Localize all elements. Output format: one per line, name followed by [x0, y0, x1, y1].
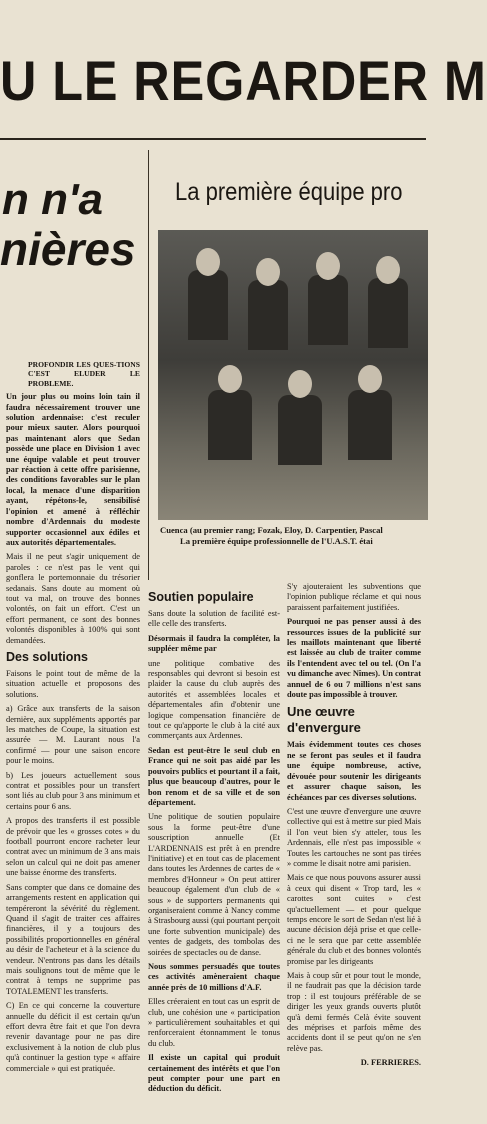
rule-divider: [0, 138, 426, 140]
paragraph: Mais il ne peut s'agir uniquement de paroles : ce n'est pas le vent qui gonflera le portemonnaie du trésorier sedanais. Sans doute au moment où tout va mal, on trouve des bonnes volontés, on fait un effort. C'est un effort permanent, ce sont des bonnes volontés disponibles à 100% qui sont demandées.: [6, 552, 140, 645]
paragraph: Sans doute la solution de facilité est-elle celle des transferts.: [148, 609, 280, 629]
section-heading: d'envergure: [287, 720, 361, 736]
photo-caption-line1: Cuenca (au premier rang; Fozak, Eloy, D. Carpentier, Pascal: [160, 525, 383, 535]
photo-caption: [160, 525, 426, 547]
section-heading: Une œuvre: [287, 704, 355, 720]
article-column-2: [148, 590, 280, 1099]
paragraph: Faisons le point tout de même de la situation actuelle et proposons des solutions.: [6, 668, 140, 699]
paragraph: Mais à coup sûr et pour tout le monde, il ne faudrait pas que la décision tarde trop : il est toujours préférable de se diriger les yeux grands ouverts plutôt qu'à demi fermés Celà évite souvent des méprises et parfois même des accidents dont il se peut qu'on ne s'en relève pas.: [287, 971, 421, 1053]
article-column-1: [6, 360, 140, 1078]
paragraph: Mais évidemment toutes ces choses ne se feront pas seules et il faudra une équipe nombreuse, active, dévouée pour soutenir les dirigeants et assurer chaque saison, les échéances par ces diverses solutions.: [287, 740, 421, 802]
paragraph: b) Les joueurs actuellement sous contrat et possibles pour un transfert sont liés au club pour 3 ans minimum et certains pour 6 ans.: [6, 770, 140, 811]
paragraph: Il existe un capital qui produit certainement des intérêts et que l'on peut compter pour une part en déduction du déficit.: [148, 1053, 280, 1094]
paragraph: A propos des transferts il est possible de prévoir que les « grosses cotes » du football pourront encore racheter leur contrat avec un minimum de 3 ans mais selon un calcul qui ne doit pas amener une baisse énorme des transferts.: [6, 816, 140, 878]
photo-caption-line2: La première équipe professionnelle de l'U.A.S.T. étai: [180, 536, 373, 546]
team-photo: [158, 230, 428, 520]
paragraph: Pourquoi ne pas penser aussi à des ressources issues de la publicité sur les maillots maintenant que liberté est laissée au club de traiter comme ils l'entendent avec tel ou tel. (On l'a vu dimanche avec Nîmes). Un contrat annuel de 6 ou 7 millions n'est sans doute pas impossible à trouver.: [287, 617, 421, 700]
byline: D. FERRIERES.: [360, 1058, 421, 1068]
paragraph: Sedan est peut-être le seul club en France qui ne soit pas aidé par les pouvoirs publics et pourtant il a fait, plus que beaucoup d'autres, pour le bon renom et de sa ville et de son département.: [148, 745, 280, 807]
paragraph: Une politique de soutien populaire sous la forme peut-être d'une souscription annuelle (Et L'ARDENNAIS est prêt à en prendre l'initiative) et en tout cas de placement dans toutes les Ardennes de cartes de « membres d'Honneur » On peut attirer beaucoup également d'un club de « sous » de supporters permanents qui organiseraient comme à Nancy comme à Strasbourg aussi (qui pourtant perçoit une forte subvention municipale) des ventes de gadgets, des tombolas des soirées de spectacles ou de danse.: [148, 812, 280, 957]
left-title-line1: n n'a: [2, 175, 103, 224]
paragraph: Un jour plus ou moins loin tain il faudra nécessairement trouver une solution ardennaise: c'est reculer pour mieux sauter. Alors pourquoi pas maintenant alors que Sedan possède une place en Division 1 avec une équipe valable et peut trouver par réaction à cette offre parisienne, des conditions favorables sur le plan local, la menace d'une disparition ayant, répétons-le, sensibilisé l'opinion et amené à réfléchir nombre d'Ardennais du modeste supporter occasionnel aux édiles et aux autorités départementales.: [6, 392, 140, 547]
paragraph: a) Grâce aux transferts de la saison dernière, aux suppléments apportés par les matches de Coupe, la situation est assurée — M. Laurant nous l'a confirmé — pour une saison encore pour le moins.: [6, 704, 140, 766]
paragraph: Nous sommes persuadés que toutes ces activités amèneraient chaque année près de 10 millions d'A.F.: [148, 962, 280, 992]
headline: U LE REGARDER M: [0, 49, 487, 112]
article-column-3: [287, 582, 421, 1073]
section-heading: Soutien populaire: [148, 590, 254, 604]
paragraph: Sans compter que dans ce domaine des arrangements restent en application qui tempéreront la sévérité du règlement. Quand il s'agit de traiter ces affaires financières, il y a toujours des possibilités proportionnelles en général au désir de l'acheteur et à la science du vendeur. N'entrons pas dans les détails mais soulignons tout de même que le contrat à temps ne supprime pas TOTALEMENT les transferts.: [6, 882, 140, 996]
paragraph: Mais ce que nous pouvons assurer aussi à ceux qui disent « Trop tard, les « carottes sont cuites » c'est qu'actuellement — et pour quelque temps encore le sort de Sedan n'est lié à aucune décision déjà prise et que celle-ci ne le sera que par cette assemblée générale du club et des bonnes volontés promise par les dirigeants: [287, 873, 421, 966]
intro-caps: PROFONDIR LES QUES-TIONS C'EST ELUDER LE PROBLEME.: [28, 360, 140, 388]
paragraph: une politique combative des responsables qui devront si besoin est plaider la cause du club auprès des autorités et assemblées locales et départementales afin d'obtenir une logique compensation financière de tout ce qu'apporte le club à la cité aux commerçants aux Ardennes.: [148, 658, 280, 741]
left-title-line2: nières: [0, 223, 136, 275]
paragraph: Elles créeraient en tout cas un esprit de club, une cohésion une « participation » particulièrement souhaitables et qui renforceraient étonnamment le tonus du club.: [148, 997, 280, 1048]
section-heading: Des solutions: [6, 649, 88, 664]
paragraph: C) En ce qui concerne la couverture annuelle du déficit il est certain qu'un effort devra être fait et que l'on devra revenir davantage pour ne pas dire exclusivement à la notion de club plus qu'à continuer la gestion type « affaire commerciale » qui est pratiquée.: [6, 1001, 140, 1073]
paragraph: Désormais il faudra la compléter, la suppléer même par: [148, 633, 280, 654]
box-title: La première équipe pro: [175, 178, 403, 206]
paragraph: C'est une œuvre d'envergure une œuvre collective qui est à mettre sur pied Mais il l'on veut bien s'y atteler, tous les Ardennais, elle n'est pas impossible « Toutes les cartouches ne sont pas tirées » comme le disait notre ami parisien.: [287, 806, 421, 868]
paragraph: S'y ajouteraient les subventions que l'opinion publique réclame et qui nous paraissent parfaitement justifiées.: [287, 582, 421, 612]
